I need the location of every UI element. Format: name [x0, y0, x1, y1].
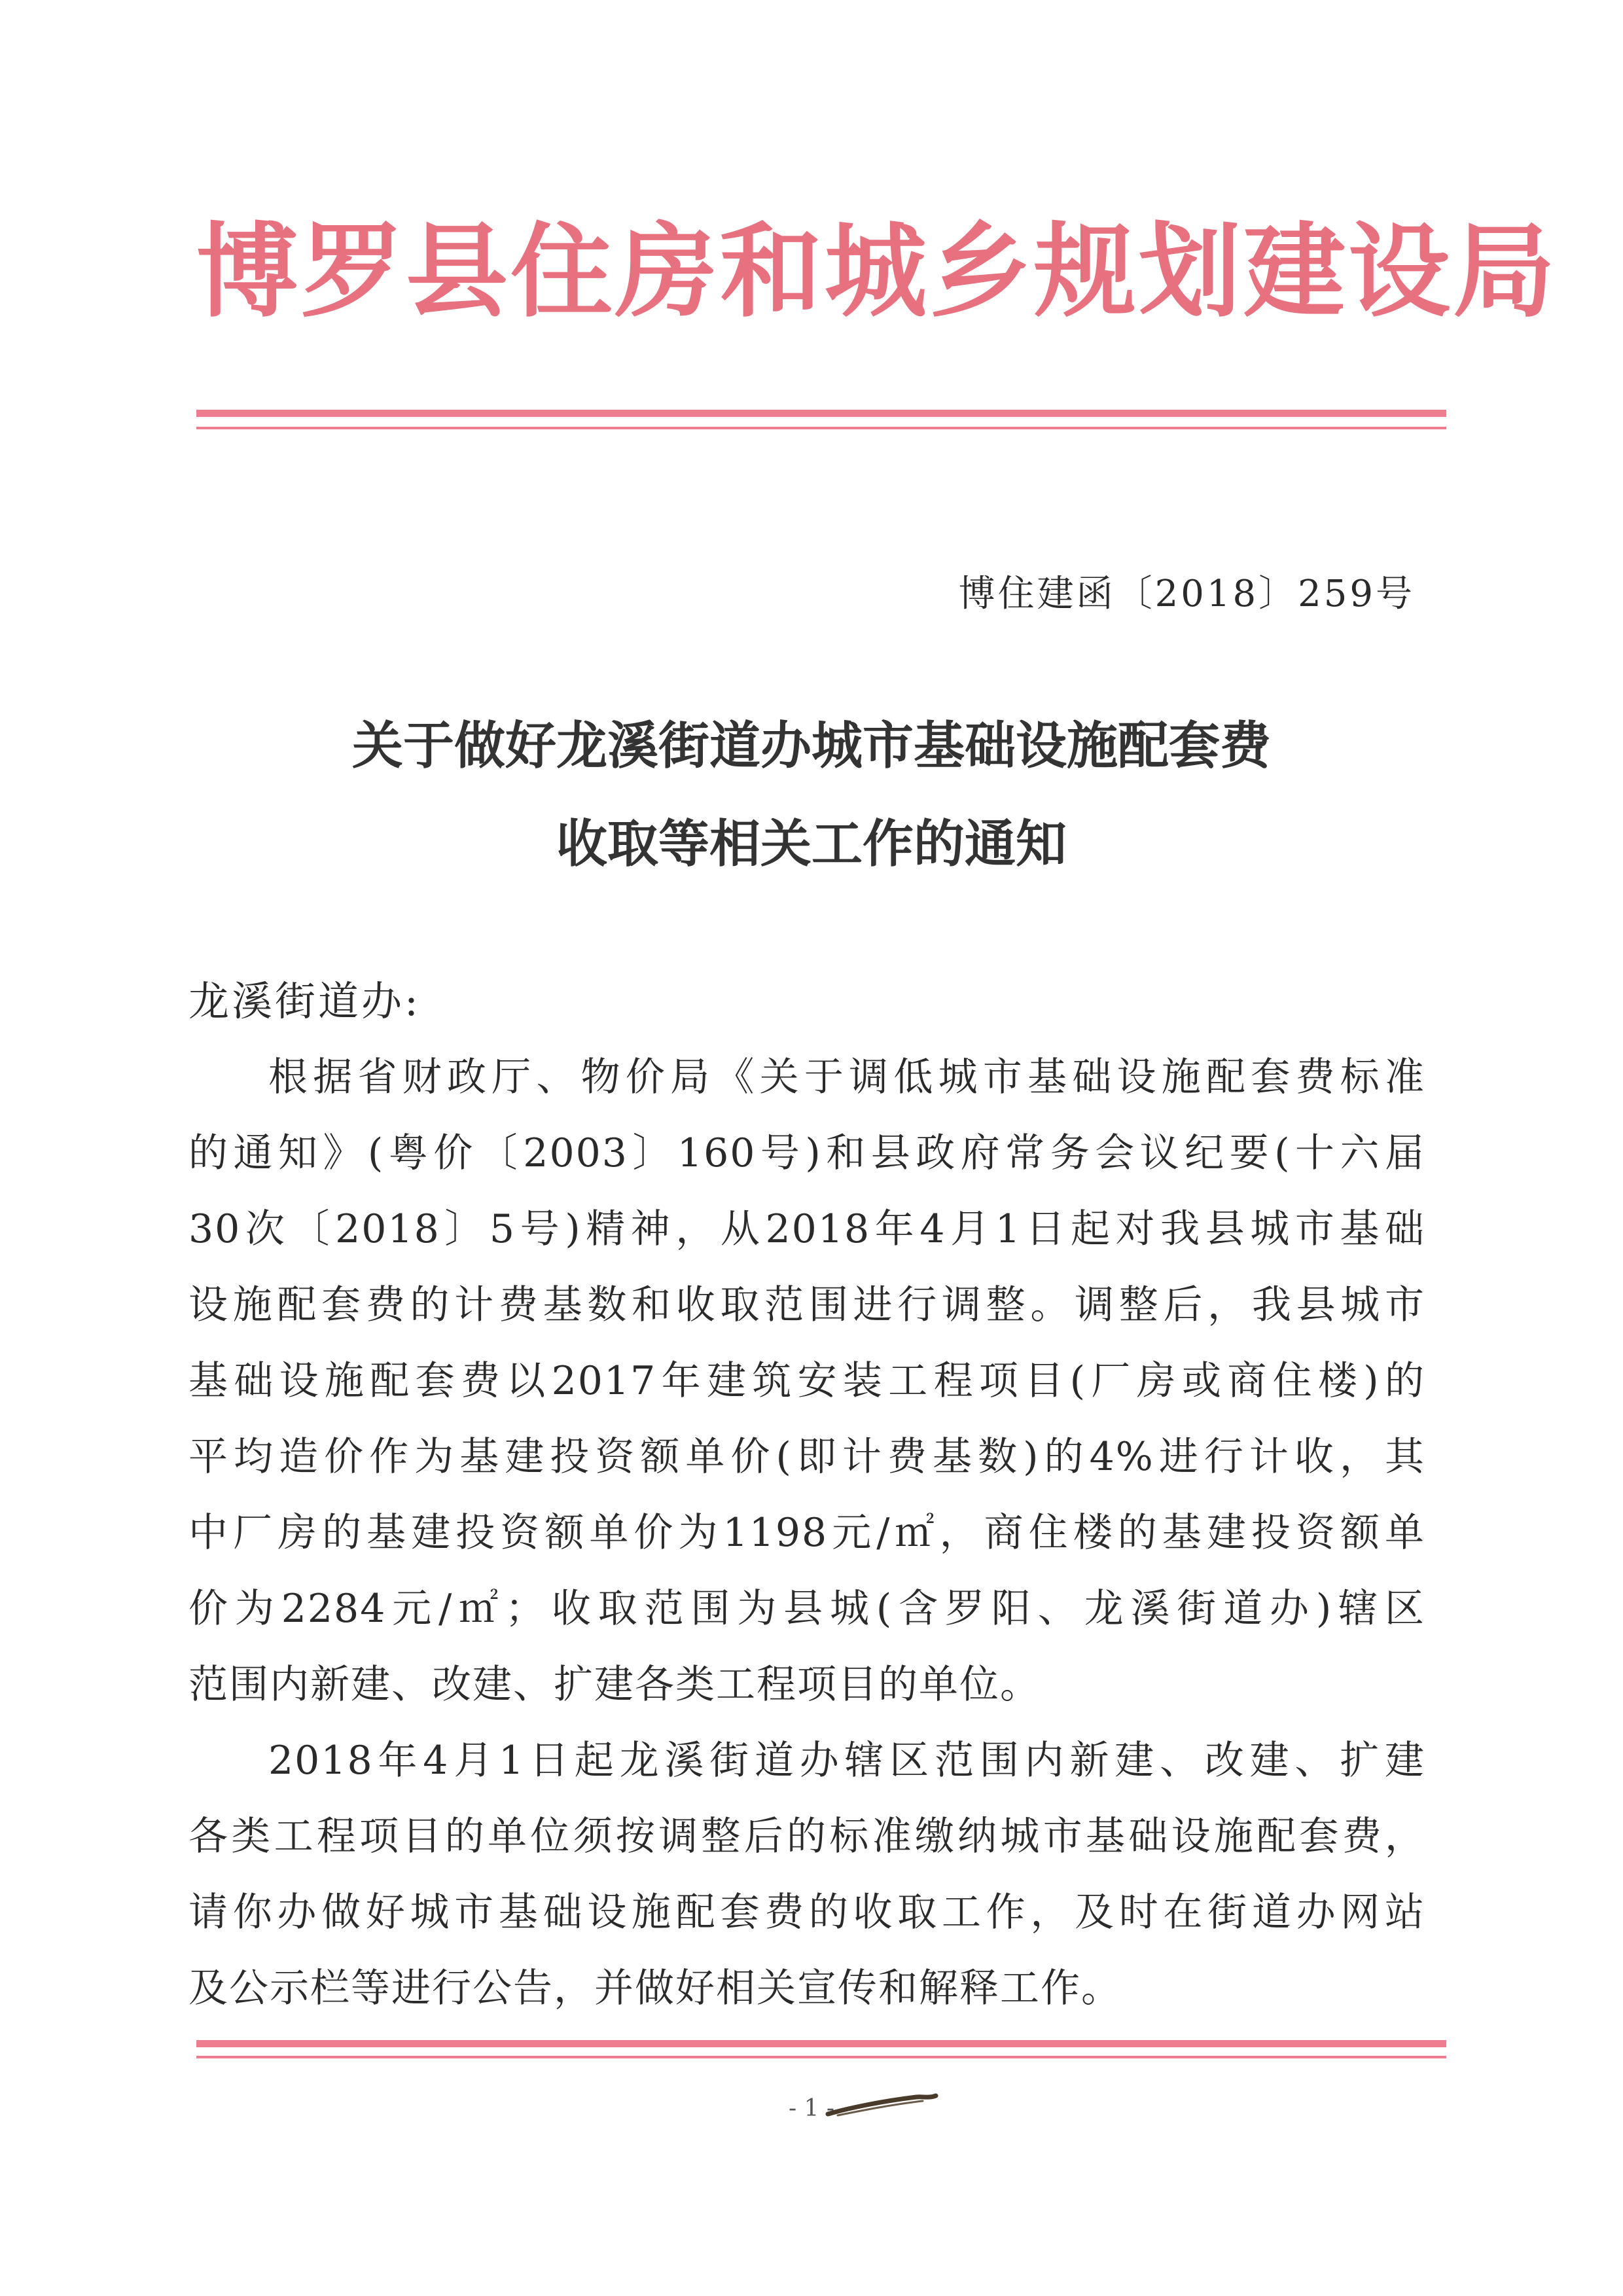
- body-line: 范围内新建、改建、扩建各类工程项目的单位。: [188, 1662, 1041, 1708]
- body-line: 30次〔2018〕5号)精神，从2018年4月1日起对我县城市基础: [188, 1206, 1425, 1252]
- body-line: 及公示栏等进行公告，并做好相关宣传和解释工作。: [188, 1965, 1122, 2011]
- footer-rule-thin: [196, 2056, 1446, 2058]
- footer-rule-thick: [196, 2040, 1446, 2047]
- document-title-line-2: 收取等相关工作的通知: [556, 815, 1067, 874]
- page-number: - 1 -: [788, 2095, 835, 2122]
- body-line: 基础设施配套费以2017年建筑安装工程项目(厂房或商住楼)的: [188, 1358, 1425, 1404]
- body-line: 设施配套费的计费基数和收取范围进行调整。调整后，我县城市: [188, 1282, 1425, 1328]
- header-rule-thick: [196, 410, 1446, 417]
- document-number: 博住建函〔2018〕259号: [958, 573, 1415, 615]
- header-rule-thin: [196, 427, 1446, 429]
- org-header: 博罗县住房和城乡规划建设局: [196, 212, 1558, 331]
- body-line: 2018年4月1日起龙溪街道办辖区范围内新建、改建、扩建: [268, 1738, 1425, 1784]
- body-line: 各类工程项目的单位须按调整后的标准缴纳城市基础设施配套费，: [188, 1814, 1425, 1859]
- document-title-line-1: 关于做好龙溪街道办城市基础设施配套费: [351, 717, 1271, 776]
- body-line: 中厂房的基建投资额单价为1198元/㎡，商住楼的基建投资额单: [188, 1510, 1425, 1556]
- salutation: 龙溪街道办:: [188, 977, 421, 1025]
- body-line: 价为2284元/㎡；收取范围为县城(含罗阳、龙溪街道办)辖区: [188, 1586, 1425, 1632]
- ink-mark-icon: [825, 2088, 942, 2127]
- body-line: 根据省财政厅、物价局《关于调低城市基础设施配套费标准: [268, 1054, 1425, 1100]
- body-line: 的通知》(粤价〔2003〕160号)和县政府常务会议纪要(十六届: [188, 1130, 1425, 1176]
- body-line: 平均造价作为基建投资额单价(即计费基数)的4%进行计收，其: [188, 1434, 1425, 1480]
- body-line: 请你办做好城市基础设施配套费的收取工作，及时在街道办网站: [188, 1890, 1425, 1935]
